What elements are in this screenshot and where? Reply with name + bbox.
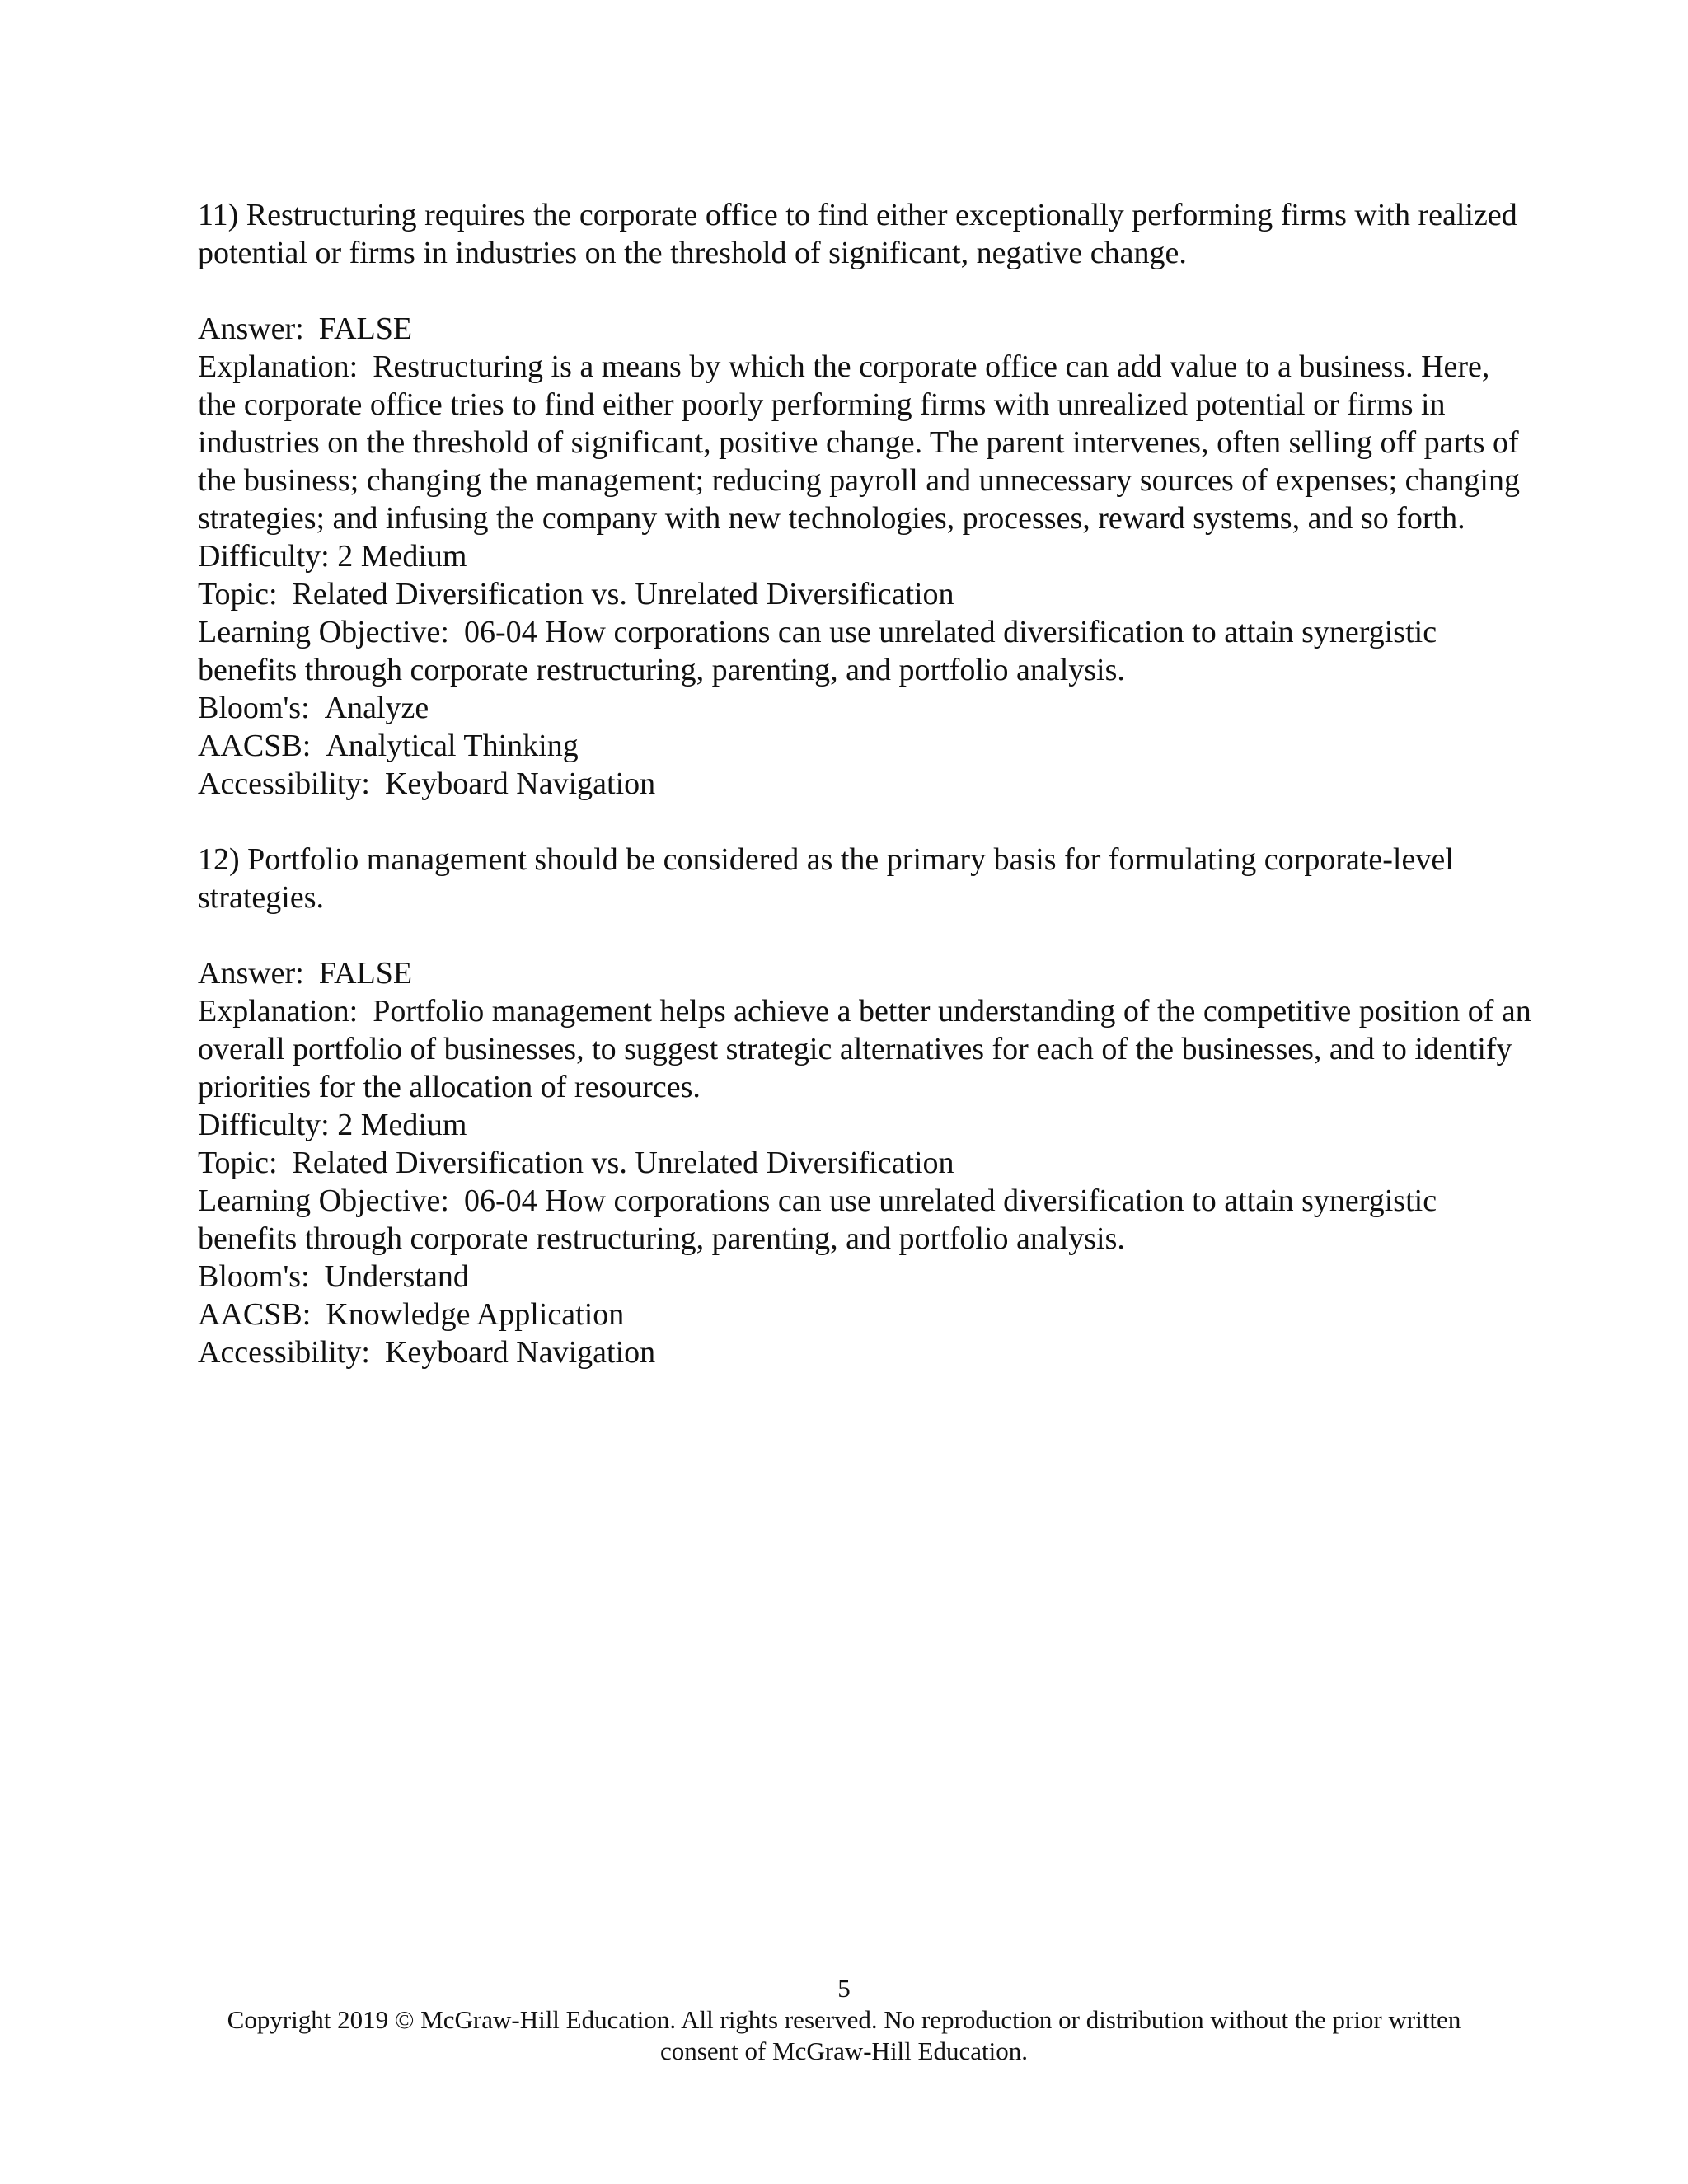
topic-label: Topic: — [198, 577, 278, 612]
blooms-value: Understand — [324, 1259, 469, 1294]
question-11 — [198, 196, 1533, 803]
blooms-label: Bloom's: — [198, 1259, 310, 1294]
blooms-line — [198, 1258, 1533, 1296]
question-text: 12) Portfolio management should be considered as the primary basis for formulating corporate-level strategies. — [198, 842, 1454, 915]
difficulty-line: Difficulty: 2 Medium — [198, 539, 467, 574]
aacsb-label: AACSB: — [198, 1297, 312, 1332]
objective-label: Learning Objective: — [198, 1183, 449, 1218]
answer-label: Answer: — [198, 312, 304, 346]
page-footer — [0, 1973, 1688, 2067]
topic-label: Topic: — [198, 1146, 278, 1180]
question-text: 11) Restructuring requires the corporate office to find either exceptionally performing firms with realized potential or firms in industries on the threshold of significant, negative change. — [198, 198, 1517, 270]
answer-line — [198, 310, 1533, 348]
accessibility-value: Keyboard Navigation — [384, 1335, 656, 1370]
explanation-label: Explanation: — [198, 349, 359, 384]
objective-label: Learning Objective: — [198, 615, 449, 649]
blooms-label: Bloom's: — [198, 691, 310, 725]
objective-value: 06-04 How corporations can use unrelated diversification to attain synergistic benefits through corporate restructuring, parenting, and portfolio analysis. — [198, 1183, 1437, 1256]
accessibility-value: Keyboard Navigation — [384, 766, 656, 801]
objective-line — [198, 613, 1533, 689]
explanation-text: Portfolio management helps achieve a better understanding of the competitive position of an overall portfolio of businesses, to suggest strategic alternatives for each of the businesses, and to identify priorities for the allocation of resources. — [198, 994, 1531, 1104]
topic-value: Related Diversification vs. Unrelated Diversification — [292, 1146, 954, 1180]
answer-line — [198, 954, 1533, 992]
blooms-value: Analyze — [324, 691, 429, 725]
answer-value: FALSE — [318, 312, 413, 346]
objective-line — [198, 1182, 1533, 1258]
explanation-line — [198, 992, 1533, 1106]
objective-value: 06-04 How corporations can use unrelated diversification to attain synergistic benefits through corporate restructuring, parenting, and portfolio analysis. — [198, 615, 1437, 687]
blooms-line — [198, 689, 1533, 727]
aacsb-line — [198, 1296, 1533, 1333]
question-12 — [198, 841, 1533, 1371]
topic-value: Related Diversification vs. Unrelated Diversification — [292, 577, 954, 612]
aacsb-label: AACSB: — [198, 729, 312, 763]
document-body — [198, 196, 1533, 1409]
page-number: 5 — [837, 1974, 851, 2003]
explanation-label: Explanation: — [198, 994, 359, 1029]
answer-value: FALSE — [318, 956, 413, 991]
explanation-text: Restructuring is a means by which the corporate office can add value to a business. Here, the corporate office tries to find either poorly performing firms with unrealized potential or firms in industries on the threshold of significant, positive change. The parent intervenes, often selling off parts of the business; changing the management; reducing payroll and unnecessary sources of expenses; changing strategies; and infusing the company with new technologies, processes, reward systems, and so forth. — [198, 349, 1520, 536]
accessibility-line — [198, 765, 1533, 803]
aacsb-value: Analytical Thinking — [326, 729, 579, 763]
difficulty-line: Difficulty: 2 Medium — [198, 1108, 467, 1142]
topic-line — [198, 575, 1533, 613]
accessibility-label: Accessibility: — [198, 766, 370, 801]
accessibility-label: Accessibility: — [198, 1335, 370, 1370]
topic-line — [198, 1144, 1533, 1182]
aacsb-value: Knowledge Application — [326, 1297, 625, 1332]
explanation-line — [198, 348, 1533, 537]
accessibility-line — [198, 1333, 1533, 1371]
copyright-notice: Copyright 2019 © McGraw-Hill Education. All rights reserved. No reproduction or distribution without the prior written consent of McGraw-Hill Education. — [227, 2005, 1461, 2065]
aacsb-line — [198, 727, 1533, 765]
answer-label: Answer: — [198, 956, 304, 991]
